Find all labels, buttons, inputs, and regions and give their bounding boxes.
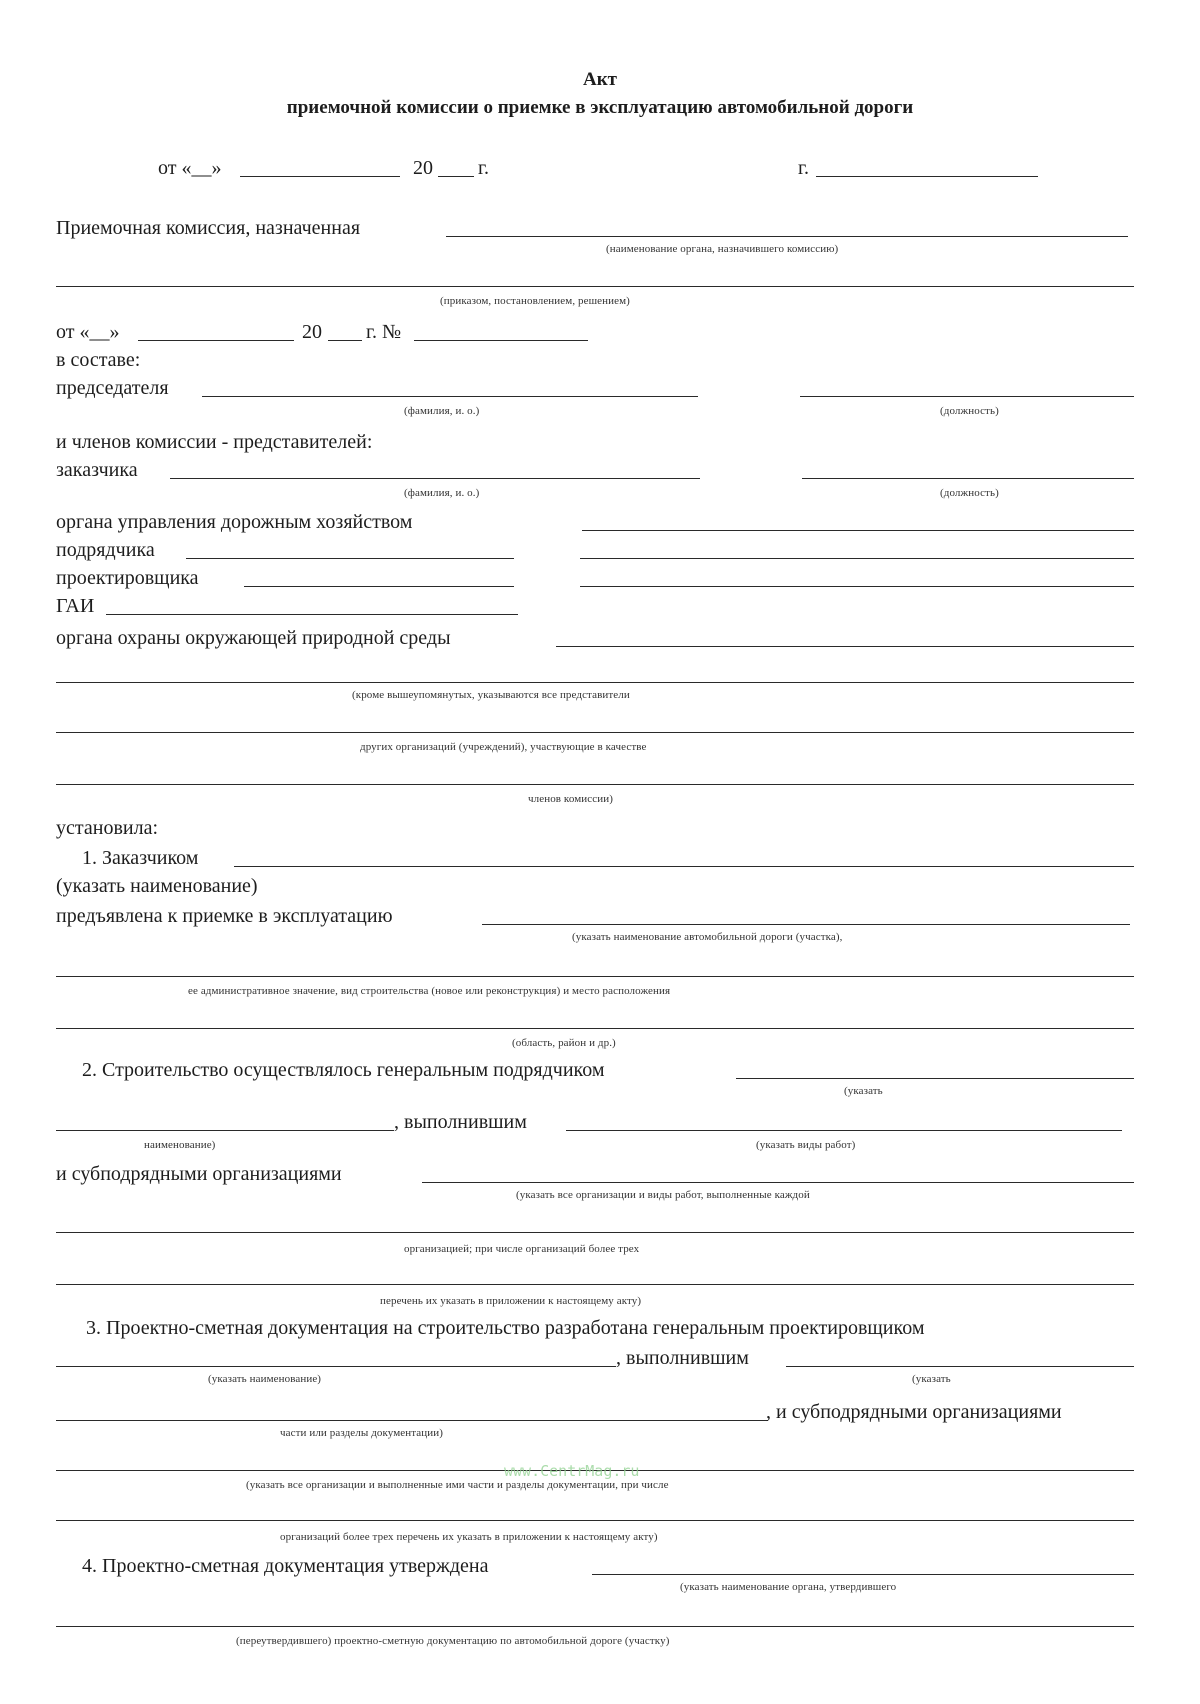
- customer-name-field[interactable]: [170, 478, 700, 479]
- caption-road-1: (указать наименование автомобильной дороги (участка),: [572, 931, 843, 943]
- order-date-prefix: от «__»: [56, 321, 120, 343]
- watermark: www.CentrMag.ru: [504, 1462, 640, 1480]
- year-field[interactable]: [438, 176, 474, 177]
- p2-sub-field-2[interactable]: [56, 1232, 1134, 1233]
- year-prefix: 20: [413, 157, 433, 179]
- caption-p2-b: наименование): [144, 1139, 216, 1151]
- caption-p3-c: части или разделы документации): [280, 1427, 444, 1439]
- document-title: Акт: [582, 69, 617, 90]
- p1-label: 1. Заказчиком: [82, 847, 199, 869]
- env-organ-label: органа охраны окружающей природной среды: [56, 627, 451, 649]
- city-prefix: г.: [798, 157, 809, 179]
- other-members-field-1[interactable]: [56, 682, 1134, 683]
- p3-done-label: , выполнившим: [616, 1347, 749, 1369]
- caption-chairman-fio: (фамилия, и. о.): [404, 405, 480, 417]
- p4-organ-field[interactable]: [592, 1574, 1134, 1575]
- p3-label: 3. Проектно-сметная документация на строительство разработана генеральным проектировщиком: [86, 1317, 925, 1339]
- road-organ-field[interactable]: [582, 530, 1134, 531]
- caption-road-2: ее административное значение, вид строительства (новое или реконструкция) и место расположения: [188, 985, 671, 997]
- caption-sub-2: организацией; при числе организаций более трех: [404, 1243, 640, 1255]
- p3-parts-field[interactable]: [786, 1366, 1134, 1367]
- caption-other-3: членов комиссии): [528, 793, 613, 805]
- p1-road-field[interactable]: [482, 924, 1130, 925]
- gai-field[interactable]: [106, 614, 518, 615]
- p1-road-field-2[interactable]: [56, 976, 1134, 977]
- city-field[interactable]: [816, 176, 1038, 177]
- caption-organ: (наименование органа, назначившего комиссию): [606, 243, 839, 255]
- caption-customer-fio: (фамилия, и. о.): [404, 487, 480, 499]
- order-number-label: г. №: [366, 321, 402, 343]
- p2-sub-field-3[interactable]: [56, 1284, 1134, 1285]
- p2-label: 2. Строительство осуществлялось генеральным подрядчиком: [82, 1059, 605, 1081]
- designer-label: проектировщика: [56, 567, 199, 589]
- gai-label: ГАИ: [56, 595, 95, 617]
- p1-hint: (указать наименование): [56, 875, 258, 897]
- caption-sub-3: перечень их указать в приложении к настоящему акту): [380, 1295, 642, 1307]
- chairman-label: председателя: [56, 377, 169, 399]
- caption-p4-a: (указать наименование органа, утвердившего: [680, 1581, 897, 1593]
- established-label: установила:: [56, 817, 159, 839]
- p4-label: 4. Проектно-сметная документация утверждена: [82, 1555, 489, 1577]
- caption-road-3: (область, район и др.): [512, 1037, 616, 1049]
- commission-organ-field[interactable]: [446, 236, 1128, 237]
- caption-chairman-position: (должность): [940, 405, 999, 417]
- caption-order: (приказом, постановлением, решением): [440, 295, 630, 307]
- p2-works-field[interactable]: [566, 1130, 1122, 1131]
- p3-sub-label: , и субподрядными организациями: [766, 1401, 1062, 1423]
- commission-label: Приемочная комиссия, назначенная: [56, 217, 361, 239]
- caption-p4-b: (переутвердившего) проектно-сметную документацию по автомобильной дороге (участку): [236, 1635, 670, 1647]
- p3-sub-field-2[interactable]: [56, 1520, 1134, 1521]
- customer-label: заказчика: [56, 459, 138, 481]
- p1-customer-field[interactable]: [234, 866, 1134, 867]
- contractor-field-2[interactable]: [580, 558, 1134, 559]
- p2-contractor-name-field[interactable]: [56, 1130, 394, 1131]
- designer-field-2[interactable]: [580, 586, 1134, 587]
- caption-sub-1: (указать все организации и виды работ, выполненные каждой: [516, 1189, 810, 1201]
- other-members-field-2[interactable]: [56, 732, 1134, 733]
- order-number-field[interactable]: [414, 340, 588, 341]
- road-organ-label: органа управления дорожным хозяйством: [56, 511, 413, 533]
- year-suffix: г.: [478, 157, 489, 179]
- p2-sub-label: и субподрядными организациями: [56, 1163, 342, 1185]
- caption-p2-a: (указать: [844, 1085, 883, 1097]
- p1-road-field-3[interactable]: [56, 1028, 1134, 1029]
- chairman-position-field[interactable]: [800, 396, 1134, 397]
- customer-position-field[interactable]: [802, 478, 1134, 479]
- p2-contractor-field[interactable]: [736, 1078, 1134, 1079]
- p2-done-label: , выполнившим: [394, 1111, 527, 1133]
- contractor-label: подрядчика: [56, 539, 155, 561]
- p4-organ-field-2[interactable]: [56, 1626, 1134, 1627]
- other-members-field-3[interactable]: [56, 784, 1134, 785]
- caption-p3-e: организаций более трех перечень их указать в приложении к настоящему акту): [280, 1531, 658, 1543]
- env-organ-field[interactable]: [556, 646, 1134, 647]
- members-label: и членов комиссии - представителей:: [56, 431, 373, 453]
- order-year-prefix: 20: [302, 321, 322, 343]
- chairman-name-field[interactable]: [202, 396, 698, 397]
- caption-other-2: других организаций (учреждений), участвующие в качестве: [360, 741, 647, 753]
- designer-field[interactable]: [244, 586, 514, 587]
- caption-p3-d: (указать все организации и выполненные ими части и разделы документации, при числе: [246, 1479, 669, 1491]
- date-month-field[interactable]: [240, 176, 400, 177]
- date-prefix: от «__»: [158, 157, 222, 179]
- order-year-field[interactable]: [328, 340, 362, 341]
- order-month-field[interactable]: [138, 340, 294, 341]
- p1-presented-label: предъявлена к приемке в эксплуатацию: [56, 905, 393, 927]
- commission-organ-field-2[interactable]: [56, 286, 1134, 287]
- p3-parts-field-2[interactable]: [56, 1420, 768, 1421]
- caption-p3-b: (указать: [912, 1373, 951, 1385]
- document-subtitle: приемочной комиссии о приемке в эксплуатацию автомобильной дороги: [286, 97, 914, 118]
- caption-p2-c: (указать виды работ): [756, 1139, 856, 1151]
- caption-other-1: (кроме вышеупомянутых, указываются все представители: [352, 689, 630, 701]
- caption-p3-a: (указать наименование): [208, 1373, 322, 1385]
- caption-customer-position: (должность): [940, 487, 999, 499]
- p2-sub-field[interactable]: [422, 1182, 1134, 1183]
- composition-label: в составе:: [56, 349, 141, 371]
- contractor-field[interactable]: [186, 558, 514, 559]
- p3-designer-field[interactable]: [56, 1366, 616, 1367]
